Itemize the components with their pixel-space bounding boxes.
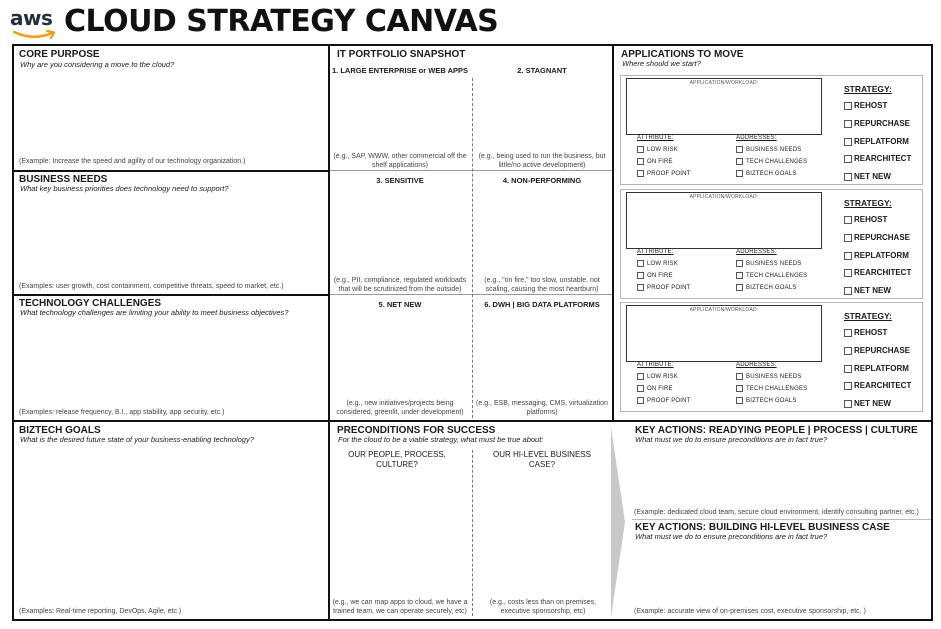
addresses-option-label: BUSINESS NEEDS	[746, 373, 802, 380]
app-block-3	[620, 302, 923, 412]
actions-business-example: (Example: accurate view of on-premises cost, executive sponsorship, etc. )	[634, 608, 866, 615]
divider-right	[612, 46, 614, 420]
workload-label: APPLICATION/WORKLOAD:	[689, 307, 759, 313]
checkbox-icon[interactable]	[844, 400, 852, 408]
actions-people-example: (Example: dedicated cloud team, secure cloud environment, identify consulting partner, etc.)	[634, 509, 919, 516]
divider-portfolio-1	[330, 170, 612, 171]
addresses-option[interactable]	[736, 146, 801, 153]
addresses-option[interactable]	[736, 170, 797, 177]
strategy-option[interactable]	[844, 381, 911, 390]
app-block-2	[620, 189, 923, 299]
attribute-heading: ATTRIBUTE:	[637, 249, 674, 255]
checkbox-icon[interactable]	[637, 158, 644, 165]
strategy-option-label: REHOST	[854, 215, 888, 224]
addresses-option[interactable]	[736, 385, 807, 392]
tech-challenges-subtitle: What technology challenges are limiting your ability to meet business objectives?	[20, 308, 289, 317]
checkbox-icon[interactable]	[844, 269, 852, 277]
addresses-option[interactable]	[736, 158, 807, 165]
addresses-option[interactable]	[736, 260, 801, 267]
core-purpose-subtitle: Why are you considering a move to the cloud?	[20, 60, 175, 69]
workload-label: APPLICATION/WORKLOAD:	[689, 194, 759, 200]
workload-field[interactable]	[626, 305, 822, 362]
portfolio-cell-4-label: 4. NON-PERFORMING	[502, 176, 582, 185]
attribute-option[interactable]	[637, 397, 691, 404]
checkbox-icon[interactable]	[637, 260, 644, 267]
preconditions-subtitle: For the cloud to be a viable strategy, what must be true about:	[338, 435, 544, 444]
addresses-option-label: BIZTECH GOALS	[746, 284, 797, 291]
addresses-option-label: TECH CHALLENGES	[746, 385, 808, 392]
checkbox-icon[interactable]	[844, 173, 852, 181]
attribute-option-label: ON FIRE	[647, 272, 673, 279]
strategy-heading: STRATEGY:	[844, 84, 892, 94]
portfolio-cell-6-label: 6. DWH | BIG DATA PLATFORMS	[484, 300, 600, 309]
checkbox-icon[interactable]	[637, 146, 644, 153]
workload-field[interactable]	[626, 78, 822, 135]
strategy-option[interactable]	[844, 119, 910, 128]
portfolio-cell-1-label: 1. LARGE ENTERPRISE or WEB APPS	[332, 66, 468, 75]
apps-title: APPLICATIONS TO MOVE	[621, 49, 744, 60]
attribute-option[interactable]	[637, 272, 673, 279]
addresses-option[interactable]	[736, 373, 801, 380]
strategy-heading: STRATEGY:	[844, 311, 892, 321]
portfolio-cell-3-example: (e.g., PII, compliance, regulated workloads that will be scrutinized from the outside)	[333, 277, 467, 293]
addresses-heading: ADDRESSES:	[736, 135, 777, 141]
addresses-heading: ADDRESSES:	[736, 249, 777, 255]
actions-business-title: KEY ACTIONS: BUILDING HI-LEVEL BUSINESS CASE	[635, 522, 890, 533]
divider-core-business	[14, 170, 328, 172]
divider-left	[328, 46, 330, 619]
portfolio-cell-5-example: (e.g., new initiatives/projects being considered, greenlit, under development)	[336, 400, 464, 416]
aws-logo	[10, 6, 62, 42]
checkbox-icon[interactable]	[736, 158, 743, 165]
preconditions-col-business: OUR HI-LEVEL BUSINESS CASE?	[493, 450, 591, 469]
addresses-option-label: BIZTECH GOALS	[746, 170, 797, 177]
portfolio-title: IT PORTFOLIO SNAPSHOT	[337, 49, 466, 60]
checkbox-icon[interactable]	[637, 385, 644, 392]
portfolio-dashed-divider	[472, 78, 473, 418]
attribute-heading: ATTRIBUTE:	[637, 135, 674, 141]
logo-text: aws	[10, 6, 53, 30]
checkbox-icon[interactable]	[637, 170, 644, 177]
checkbox-icon[interactable]	[844, 216, 852, 224]
strategy-option[interactable]	[844, 346, 910, 355]
attribute-heading: ATTRIBUTE:	[637, 362, 674, 368]
strategy-option-label: REHOST	[854, 101, 888, 110]
addresses-heading: ADDRESSES:	[736, 362, 777, 368]
page-title: CLOUD STRATEGY CANVAS	[64, 4, 499, 39]
biztech-goals-subtitle: What is the desired future state of your business-enabling technology?	[20, 435, 254, 444]
preconditions-example-people: (e.g., we can map apps to cloud, we have a trained team, we can operate securely, etc)	[332, 599, 468, 615]
attribute-option-label: PROOF POINT	[647, 397, 691, 404]
checkbox-icon[interactable]	[844, 138, 852, 146]
checkbox-icon[interactable]	[736, 260, 743, 267]
strategy-option[interactable]	[844, 364, 909, 373]
checkbox-icon[interactable]	[736, 373, 743, 380]
actions-people-subtitle: What must we do to ensure preconditions are in fact true?	[635, 435, 828, 444]
tech-challenges-example: (Examples: release frequency, B.I., app stability, app security, etc.)	[19, 409, 225, 416]
attribute-option[interactable]	[637, 373, 678, 380]
portfolio-cell-2-label: 2. STAGNANT	[517, 66, 567, 75]
preconditions-dashed-divider	[472, 450, 473, 616]
strategy-option[interactable]	[844, 328, 887, 337]
attribute-option-label: ON FIRE	[647, 385, 673, 392]
strategy-option[interactable]	[844, 154, 911, 163]
aws-smile-icon	[12, 29, 58, 41]
strategy-option-label: REARCHITECT	[854, 268, 912, 277]
strategy-option[interactable]	[844, 172, 891, 181]
checkbox-icon[interactable]	[736, 146, 743, 153]
addresses-option[interactable]	[736, 397, 797, 404]
strategy-option[interactable]	[844, 399, 891, 408]
app-block-1	[620, 75, 923, 185]
strategy-option-label: NET NEW	[854, 172, 891, 181]
strategy-option-label: NET NEW	[854, 286, 891, 295]
checkbox-icon[interactable]	[844, 347, 852, 355]
checkbox-icon[interactable]	[736, 385, 743, 392]
preconditions-col-people: OUR PEOPLE, PROCESS, CULTURE?	[348, 450, 446, 469]
strategy-option-label: REPURCHASE	[854, 346, 911, 355]
strategy-option-label: REPLATFORM	[854, 364, 909, 373]
attribute-option[interactable]	[637, 158, 673, 165]
workload-label: APPLICATION/WORKLOAD:	[689, 80, 759, 86]
portfolio-cell-5-label: 5. NET NEW	[378, 300, 422, 309]
checkbox-icon[interactable]	[637, 397, 644, 404]
core-purpose-title: CORE PURPOSE	[19, 49, 100, 60]
strategy-option-label: REPLATFORM	[854, 251, 909, 260]
strategy-option-label: REARCHITECT	[854, 154, 912, 163]
attribute-option-label: ON FIRE	[647, 158, 673, 165]
chevron-right-icon	[611, 427, 625, 617]
attribute-option[interactable]	[637, 284, 691, 291]
checkbox-icon[interactable]	[844, 120, 852, 128]
strategy-option-label: REPURCHASE	[854, 233, 911, 242]
addresses-option-label: BUSINESS NEEDS	[746, 260, 802, 267]
checkbox-icon[interactable]	[637, 373, 644, 380]
checkbox-icon[interactable]	[844, 365, 852, 373]
core-purpose-example: (Example: Increase the speed and agility of our technology organization.)	[19, 158, 246, 165]
checkbox-icon[interactable]	[844, 287, 852, 295]
strategy-option[interactable]	[844, 137, 909, 146]
addresses-option-label: BIZTECH GOALS	[746, 397, 797, 404]
workload-field[interactable]	[626, 192, 822, 249]
addresses-option[interactable]	[736, 272, 807, 279]
portfolio-cell-1-example: (e.g., SAP, WWW, other commercial off the shelf applications)	[333, 153, 467, 169]
strategy-option-label: REARCHITECT	[854, 381, 912, 390]
actions-business-subtitle: What must we do to ensure preconditions are in fact true?	[635, 532, 828, 541]
business-needs-example: (Examples: user growth, cost containment, competitive threats, speed to market, etc.)	[19, 283, 284, 290]
biztech-goals-title: BIZTECH GOALS	[19, 425, 101, 436]
checkbox-icon[interactable]	[844, 234, 852, 242]
addresses-option[interactable]	[736, 284, 797, 291]
checkbox-icon[interactable]	[736, 272, 743, 279]
checkbox-icon[interactable]	[736, 284, 743, 291]
divider-key-actions	[632, 519, 931, 520]
strategy-option-label: REHOST	[854, 328, 888, 337]
business-needs-title: BUSINESS NEEDS	[19, 174, 108, 185]
checkbox-icon[interactable]	[736, 397, 743, 404]
strategy-option[interactable]	[844, 233, 910, 242]
attribute-option-label: PROOF POINT	[647, 170, 691, 177]
strategy-option[interactable]	[844, 101, 887, 110]
attribute-option[interactable]	[637, 385, 673, 392]
portfolio-cell-6-example: (e.g., ESB, messaging, CMS, virtualization platforms)	[476, 400, 608, 416]
strategy-option-label: REPLATFORM	[854, 137, 909, 146]
attribute-option-label: LOW RISK	[647, 373, 678, 380]
checkbox-icon[interactable]	[844, 329, 852, 337]
portfolio-cell-4-example: (e.g., "on fire," too slow, unstable, not scaling, causing the most heartburn)	[484, 277, 600, 293]
strategy-option[interactable]	[844, 268, 911, 277]
strategy-option-label: REPURCHASE	[854, 119, 911, 128]
attribute-option[interactable]	[637, 146, 678, 153]
portfolio-cell-2-example: (e.g., being used to run the business, but little/no active development)	[478, 153, 606, 169]
biztech-goals-example: (Examples: Real-time reporting, DevOps, Agile, etc.)	[19, 608, 182, 615]
apps-subtitle: Where should we start?	[622, 59, 701, 68]
divider-bottom-row	[14, 420, 931, 422]
attribute-option-label: LOW RISK	[647, 146, 678, 153]
preconditions-title: PRECONDITIONS FOR SUCCESS	[337, 425, 496, 436]
checkbox-icon[interactable]	[844, 382, 852, 390]
strategy-option-label: NET NEW	[854, 399, 891, 408]
checkbox-icon[interactable]	[637, 284, 644, 291]
strategy-option[interactable]	[844, 215, 887, 224]
strategy-option[interactable]	[844, 286, 891, 295]
actions-people-title: KEY ACTIONS: READYING PEOPLE | PROCESS | CULTURE	[635, 425, 918, 436]
checkbox-icon[interactable]	[637, 272, 644, 279]
checkbox-icon[interactable]	[844, 102, 852, 110]
preconditions-example-business: (e.g., costs less than on premises, executive sponsorship, etc)	[489, 599, 597, 615]
attribute-option-label: LOW RISK	[647, 260, 678, 267]
attribute-option[interactable]	[637, 170, 691, 177]
checkbox-icon[interactable]	[736, 170, 743, 177]
strategy-option[interactable]	[844, 251, 909, 260]
divider-portfolio-2	[330, 294, 612, 295]
attribute-option[interactable]	[637, 260, 678, 267]
portfolio-cell-3-label: 3. SENSITIVE	[376, 176, 424, 185]
checkbox-icon[interactable]	[844, 252, 852, 260]
checkbox-icon[interactable]	[844, 155, 852, 163]
addresses-option-label: TECH CHALLENGES	[746, 158, 808, 165]
tech-challenges-title: TECHNOLOGY CHALLENGES	[19, 298, 162, 309]
addresses-option-label: TECH CHALLENGES	[746, 272, 808, 279]
business-needs-subtitle: What key business priorities does technology need to support?	[20, 184, 229, 193]
addresses-option-label: BUSINESS NEEDS	[746, 146, 802, 153]
divider-business-tech	[14, 294, 328, 296]
attribute-option-label: PROOF POINT	[647, 284, 691, 291]
strategy-heading: STRATEGY:	[844, 198, 892, 208]
